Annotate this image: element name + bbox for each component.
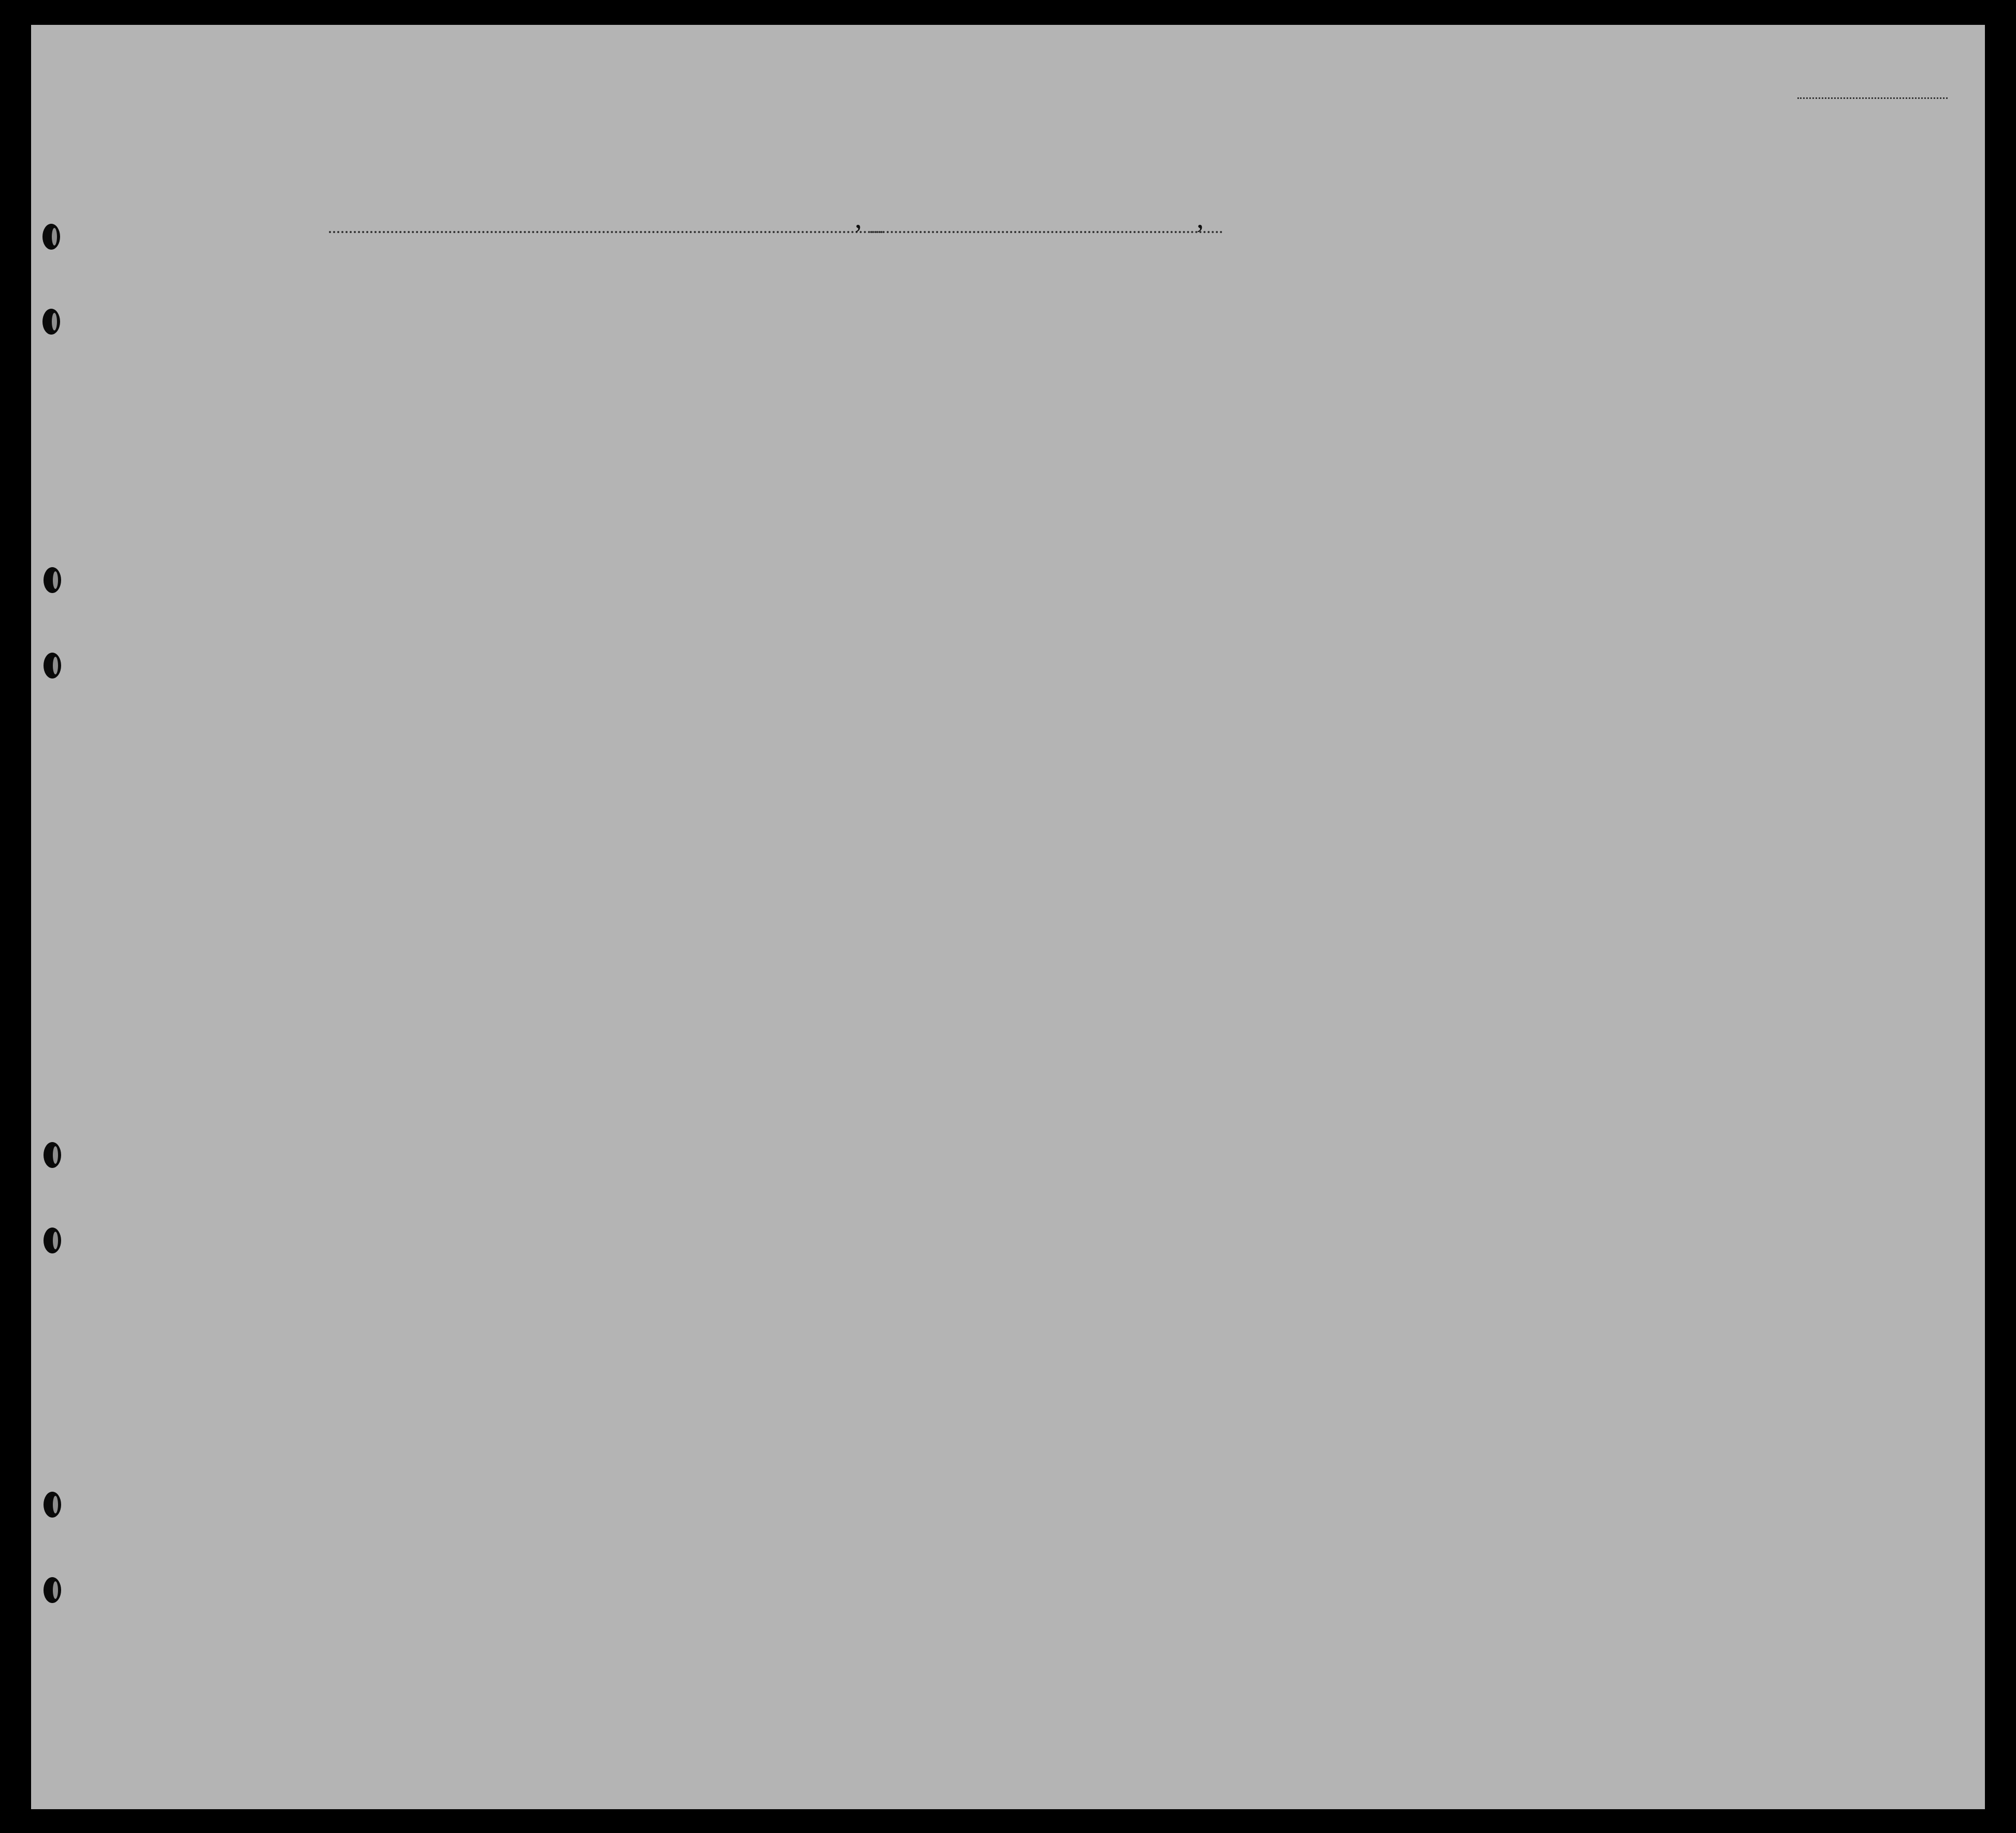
binder-hole: [42, 224, 60, 250]
header-anarchist: [1326, 299, 1342, 455]
header-purpose-length: [1198, 329, 1222, 456]
header-q29: [1407, 299, 1444, 455]
header-feet: [1674, 406, 1689, 447]
header-q31: [1481, 299, 1502, 455]
date-line: [870, 231, 1222, 233]
binder-hole: [44, 1228, 61, 1253]
header-money: [702, 298, 723, 454]
binder-hole: [44, 567, 61, 593]
binder-hole: [44, 1142, 61, 1168]
header-purpose-return: [1171, 329, 1196, 456]
header-purpose-citizen: [1225, 329, 1249, 456]
header-ticket: [574, 299, 595, 455]
port-line: [329, 231, 883, 233]
header-q28: [1351, 299, 1398, 455]
binder-hole: [44, 1577, 61, 1603]
form-grid: [31, 25, 1985, 1809]
header-prison: [1254, 299, 1288, 455]
comma-1: ,: [855, 203, 862, 235]
header-polygamist: [1299, 299, 1315, 455]
binder-hole: [42, 309, 60, 335]
comma-2: ,: [1197, 203, 1204, 235]
binder-hole: [44, 1492, 61, 1518]
header-q30: [1453, 299, 1474, 455]
manifest-sheet: [31, 25, 1985, 1809]
list-line: [1797, 97, 1948, 99]
binder-hole: [44, 653, 61, 679]
